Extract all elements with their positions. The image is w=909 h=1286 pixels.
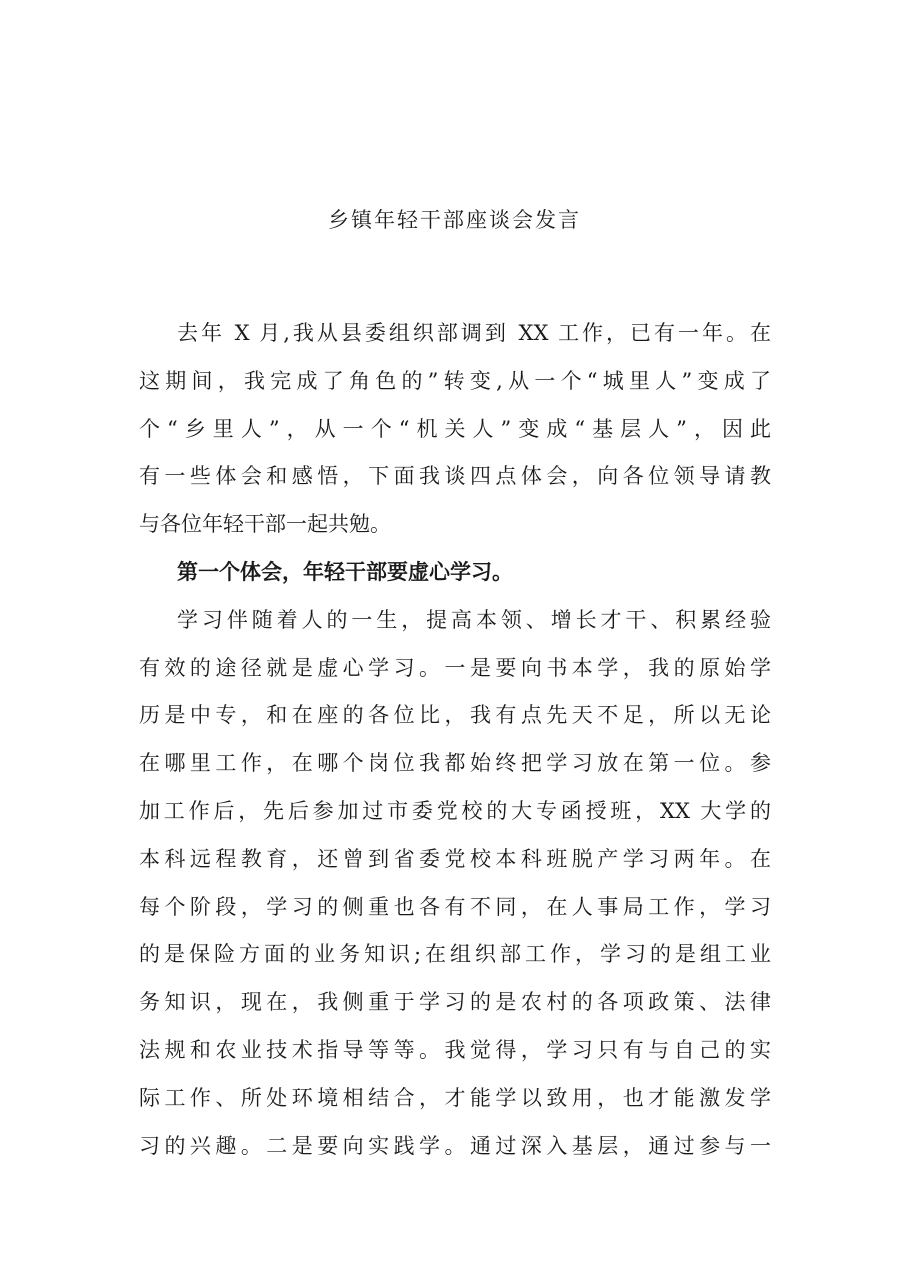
paragraph-line: 法规和农业技术指导等等。我觉得，学习只有与自己的实 [139,1037,771,1062]
paragraph-line: 与各位年轻干部一起共勉。 [139,512,391,537]
paragraph-line: 务知识，现在，我侧重于学习的是农村的各项政策、法律 [139,990,771,1015]
paragraph-line: 每个阶段，学习的侧重也各有不同，在人事局工作，学习 [139,894,771,919]
paragraph-line: 有一些体会和感悟，下面我谈四点体会，向各位领导请教 [139,464,771,489]
paragraph-line: 加工作后，先后参加过市委党校的大专函授班，XX 大学的 [139,798,771,823]
document-title: 乡镇年轻干部座谈会发言 [328,208,581,232]
paragraph-line: 习的兴趣。二是要向实践学。通过深入基层，通过参与一 [139,1133,771,1158]
paragraph-line: 在哪里工作，在哪个岗位我都始终把学习放在第一位。参 [139,751,771,776]
paragraph-line: 历是中专，和在座的各位比，我有点先天不足，所以无论 [139,703,771,728]
paragraph-line: 有效的途径就是虚心学习。一是要向书本学，我的原始学 [139,655,771,680]
paragraph-line: 这期间，我完成了角色的”转变,从一个“城里人”变成了 [139,368,771,393]
document-body [139,313,771,1173]
section-heading: 第一个体会，年轻干部要虚心学习。 [177,559,513,584]
paragraph-line: 本科远程教育，还曾到省委党校本科班脱产学习两年。在 [139,846,771,871]
paragraph-line: 个“乡里人”，从一个“机关人”变成“基层人”，因此 [139,416,771,441]
paragraph-line: 去年 X 月,我从县委组织部调到 XX 工作，已有一年。在 [177,321,771,345]
paragraph-line: 的是保险方面的业务知识;在组织部工作，学习的是组工业 [139,942,771,967]
paragraph-line: 际工作、所处环境相结合，才能学以致用，也才能激发学 [139,1085,771,1110]
paragraph-line: 学习伴随着人的一生，提高本领、增长才干、积累经验 [177,607,771,632]
